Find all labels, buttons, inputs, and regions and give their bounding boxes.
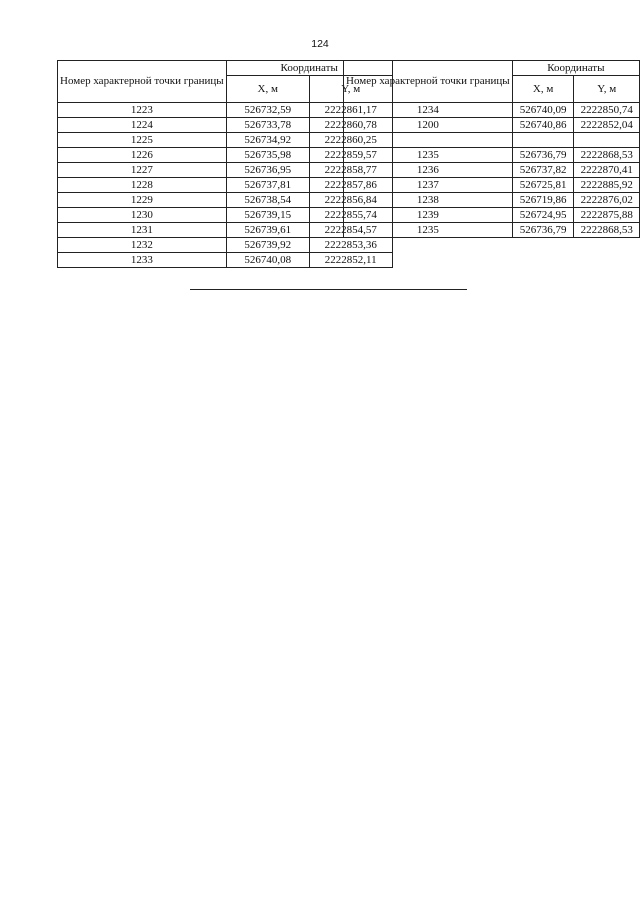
point-number-cell: 1224 — [58, 118, 227, 133]
point-number-cell: 1226 — [58, 148, 227, 163]
x-coordinate-cell: 526733,78 — [226, 118, 309, 133]
header-point-number: Номер характерной точки границы — [58, 61, 227, 103]
y-coordinate-cell: 2222855,74 — [309, 208, 392, 223]
x-coordinate-cell: 526739,15 — [226, 208, 309, 223]
table-row — [58, 193, 393, 208]
header-point-number: Номер характерной точки границы — [344, 61, 513, 103]
page-number: 124 — [311, 38, 329, 50]
point-number-cell: 1236 — [344, 163, 513, 178]
x-coordinate-cell: 526734,92 — [226, 133, 309, 148]
end-rule — [190, 289, 467, 290]
table-row — [58, 238, 393, 253]
x-coordinate-cell: 526740,08 — [226, 253, 309, 268]
x-coordinate-cell: 526740,09 — [512, 103, 574, 118]
point-number-cell: 1200 — [344, 118, 513, 133]
point-number-cell: 1235 — [344, 148, 513, 163]
x-coordinate-cell: 526732,59 — [226, 103, 309, 118]
table-row — [58, 163, 393, 178]
x-coordinate-cell: 526725,81 — [512, 178, 574, 193]
x-coordinate-cell: 526736,95 — [226, 163, 309, 178]
point-number-cell: 1233 — [58, 253, 227, 268]
x-coordinate-cell: 526736,79 — [512, 223, 574, 238]
table-row — [344, 118, 640, 133]
table-row — [344, 178, 640, 193]
x-coordinate-cell: 526719,86 — [512, 193, 574, 208]
point-number-cell: 1231 — [58, 223, 227, 238]
header-y: Y, м — [309, 76, 392, 103]
table-row — [58, 103, 393, 118]
point-number-cell: 1234 — [344, 103, 513, 118]
y-coordinate-cell: 2222870,41 — [574, 163, 640, 178]
header-x: X, м — [226, 76, 309, 103]
y-coordinate-cell: 2222868,53 — [574, 223, 640, 238]
x-coordinate-cell: 526735,98 — [226, 148, 309, 163]
table-row — [344, 208, 640, 223]
y-coordinate-cell — [574, 133, 640, 148]
y-coordinate-cell: 2222859,57 — [309, 148, 392, 163]
y-coordinate-cell: 2222852,04 — [574, 118, 640, 133]
y-coordinate-cell: 2222861,17 — [309, 103, 392, 118]
y-coordinate-cell: 2222853,36 — [309, 238, 392, 253]
point-number-cell: 1223 — [58, 103, 227, 118]
y-coordinate-cell: 2222852,11 — [309, 253, 392, 268]
y-coordinate-cell: 2222850,74 — [574, 103, 640, 118]
y-coordinate-cell: 2222857,86 — [309, 178, 392, 193]
point-number-cell: 1225 — [58, 133, 227, 148]
y-coordinate-cell: 2222860,25 — [309, 133, 392, 148]
point-number-cell: 1229 — [58, 193, 227, 208]
point-number-cell: 1232 — [58, 238, 227, 253]
x-coordinate-cell: 526739,61 — [226, 223, 309, 238]
table-row — [58, 253, 393, 268]
header-coordinates: Координаты — [512, 61, 639, 76]
y-coordinate-cell: 2222868,53 — [574, 148, 640, 163]
table-row — [344, 103, 640, 118]
header-coordinates: Координаты — [226, 61, 392, 76]
y-coordinate-cell: 2222876,02 — [574, 193, 640, 208]
point-number-cell: 1228 — [58, 178, 227, 193]
point-number-cell: 1237 — [344, 178, 513, 193]
x-coordinate-cell: 526737,81 — [226, 178, 309, 193]
table-row — [344, 163, 640, 178]
y-coordinate-cell: 2222856,84 — [309, 193, 392, 208]
point-number-cell: 1238 — [344, 193, 513, 208]
table-row — [58, 223, 393, 238]
y-coordinate-cell: 2222885,92 — [574, 178, 640, 193]
table-row — [344, 223, 640, 238]
coordinates-table-right — [343, 60, 640, 238]
x-coordinate-cell: 526736,79 — [512, 148, 574, 163]
y-coordinate-cell: 2222858,77 — [309, 163, 392, 178]
x-coordinate-cell: 526740,86 — [512, 118, 574, 133]
x-coordinate-cell: 526737,82 — [512, 163, 574, 178]
point-number-cell: 1227 — [58, 163, 227, 178]
table-row — [58, 178, 393, 193]
table-row — [344, 133, 640, 148]
x-coordinate-cell: 526739,92 — [226, 238, 309, 253]
point-number-cell: 1235 — [344, 223, 513, 238]
point-number-cell — [344, 133, 513, 148]
table-row — [58, 133, 393, 148]
y-coordinate-cell: 2222860,78 — [309, 118, 392, 133]
point-number-cell: 1239 — [344, 208, 513, 223]
header-x: X, м — [512, 76, 574, 103]
x-coordinate-cell: 526738,54 — [226, 193, 309, 208]
y-coordinate-cell: 2222854,57 — [309, 223, 392, 238]
header-y: Y, м — [574, 76, 640, 103]
table-row — [58, 118, 393, 133]
table-row — [58, 208, 393, 223]
x-coordinate-cell — [512, 133, 574, 148]
table-row — [344, 193, 640, 208]
table-row — [58, 148, 393, 163]
x-coordinate-cell: 526724,95 — [512, 208, 574, 223]
table-row — [344, 148, 640, 163]
point-number-cell: 1230 — [58, 208, 227, 223]
y-coordinate-cell: 2222875,88 — [574, 208, 640, 223]
